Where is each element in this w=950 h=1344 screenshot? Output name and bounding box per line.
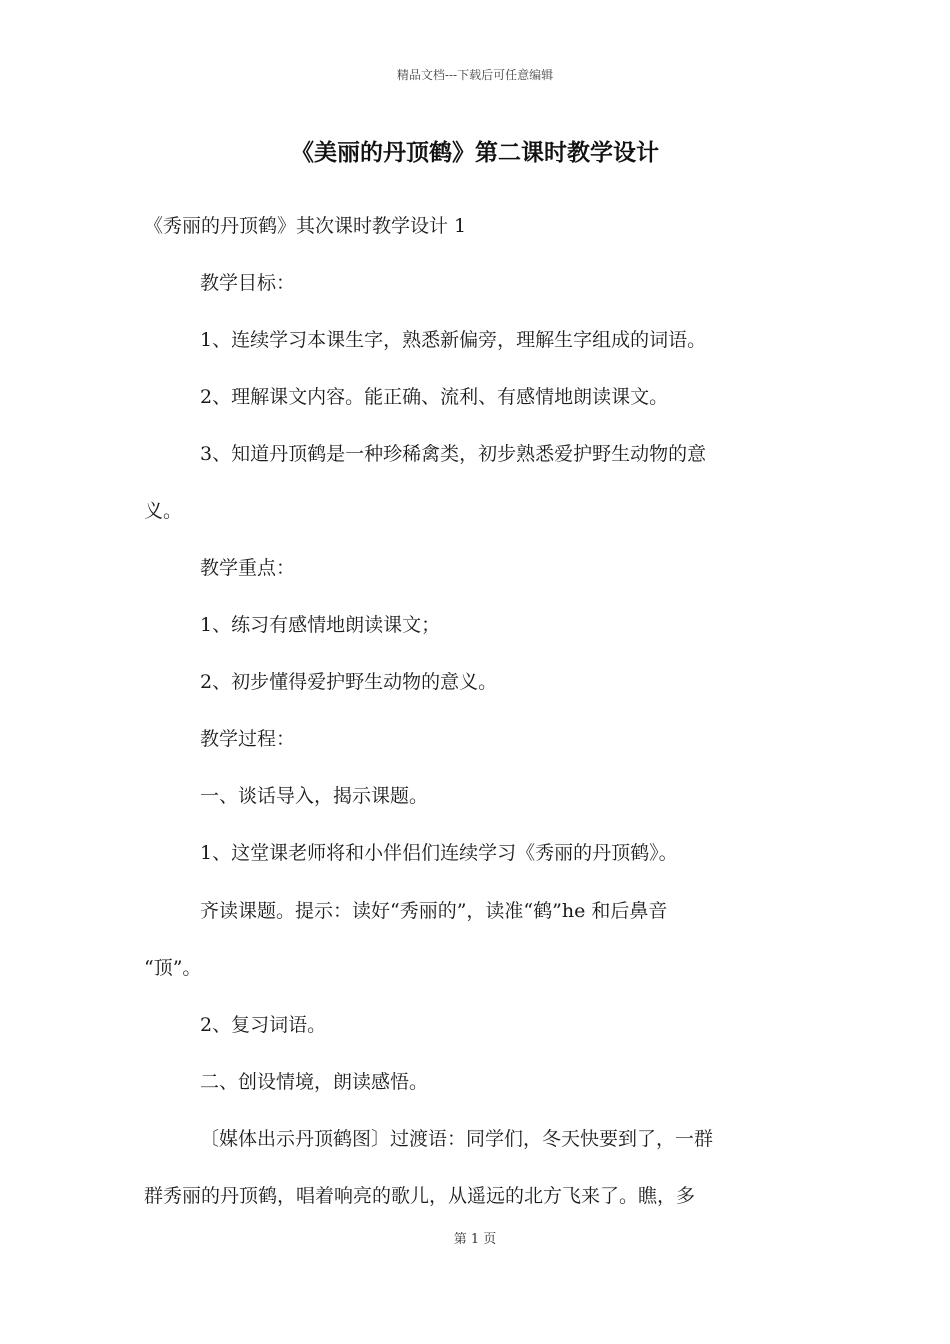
goal-item-1: 1、连续学习本课生字，熟悉新偏旁，理解生字组成的词语。 (200, 329, 707, 351)
focus-item-2: 2、初步懂得爱护野生动物的意义。 (200, 671, 498, 693)
step-1-item-2: 2、复习词语。 (200, 1014, 327, 1036)
step-1-item-1: 1、这堂课老师将和小伴侣们连续学习《秀丽的丹顶鹤》。 (200, 842, 678, 864)
goal-item-3-line-2: 义。 (144, 500, 183, 522)
step-2-text-line-2: 群秀丽的丹顶鹤，唱着响亮的歌儿，从遥远的北方飞来了。瞧，多 (144, 1185, 696, 1207)
document-title: 《美丽的丹顶鹤》第二课时教学设计 (291, 139, 659, 166)
step-1-note-line-1: 齐读课题。提示：读好“秀丽的”，读准“鹤”he 和后鼻音 (200, 900, 668, 922)
process-heading: 教学过程： (200, 728, 296, 750)
page-number: 第 1 页 (453, 1232, 497, 1247)
goals-heading: 教学目标： (200, 272, 296, 294)
focus-item-1: 1、练习有感情地朗读课文； (200, 614, 441, 636)
goal-item-3-line-1: 3、知道丹顶鹤是一种珍稀禽类，初步熟悉爱护野生动物的意 (200, 443, 707, 465)
subtitle: 《秀丽的丹顶鹤》其次课时教学设计 1 (144, 215, 467, 237)
step-1-note-line-2: “顶”。 (144, 957, 202, 979)
goal-item-2: 2、理解课文内容。能正确、流利、有感情地朗读课文。 (200, 386, 669, 408)
step-2-text-line-1: 〔媒体出示丹顶鹤图〕过渡语：同学们，冬天快要到了，一群 (200, 1128, 714, 1150)
page-header: 精品文档---下载后可任意编辑 (396, 68, 554, 82)
focus-heading: 教学重点： (200, 557, 296, 579)
step-2-heading: 二、创设情境，朗读感悟。 (200, 1071, 429, 1093)
step-1-heading: 一、谈话导入，揭示课题。 (200, 785, 429, 807)
